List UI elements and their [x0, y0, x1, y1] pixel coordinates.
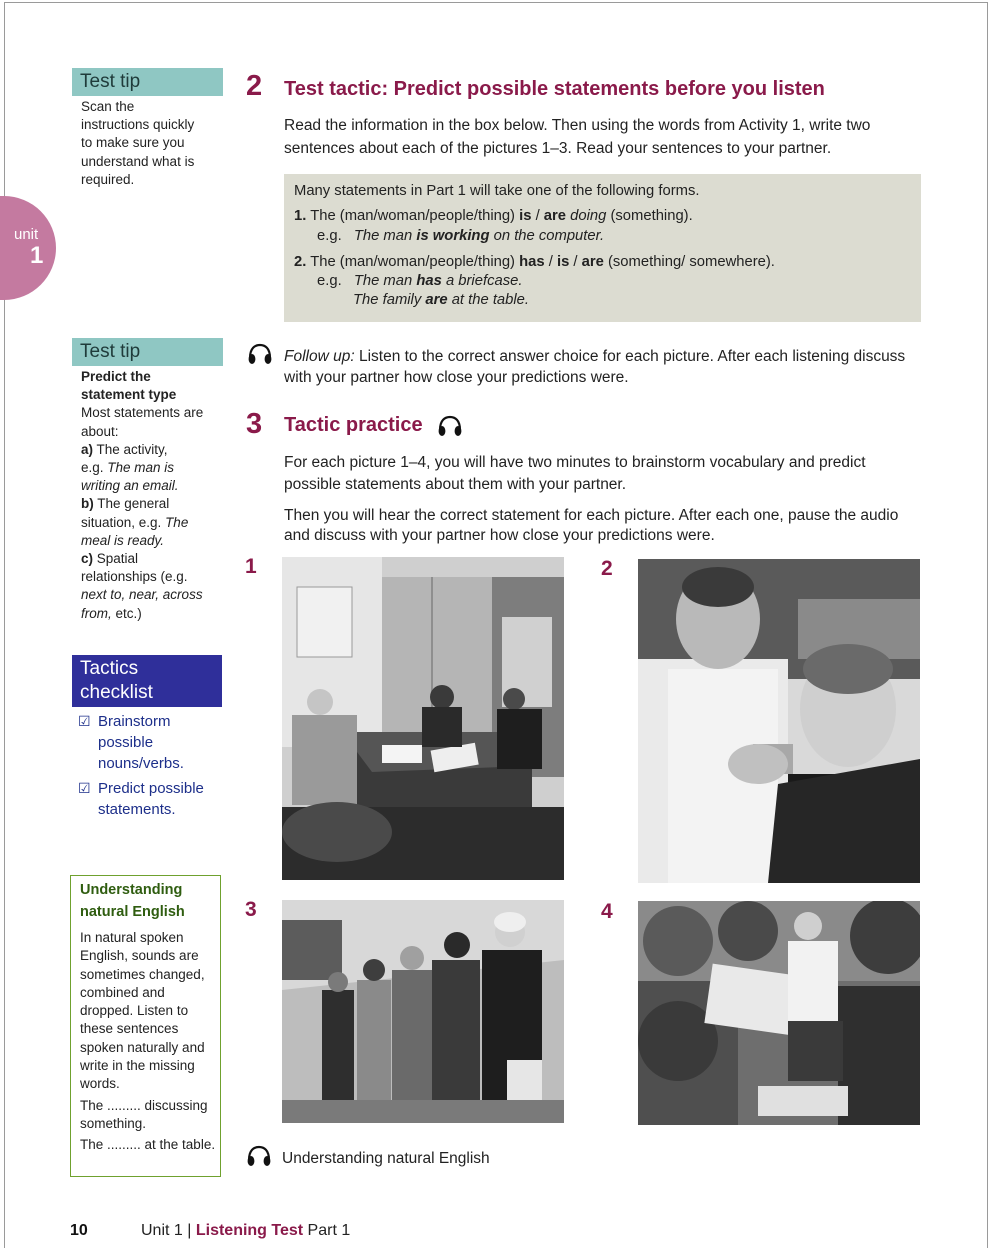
checklist-item — [78, 778, 218, 820]
info-text: / — [569, 254, 582, 270]
unit-tab-number: 1 — [30, 242, 44, 269]
tip-item-label: b) — [81, 496, 94, 512]
info-lead: Many statements in Part 1 will take one of the following forms. — [294, 183, 700, 199]
follow-up-body: Listen to the correct answer choice for each picture. After each listening discuss with your partner how close your predictions were. — [284, 348, 906, 386]
footer-unit: Unit 1 — [141, 1222, 183, 1239]
example-keyword: has — [416, 273, 442, 289]
tip-line: Most statements are — [81, 405, 204, 421]
test-tip-text-2 — [81, 368, 203, 623]
picture-number: 4 — [601, 900, 613, 923]
info-example-3 — [353, 290, 529, 310]
eg-label: e.g. — [317, 228, 342, 244]
photo-people-queue — [282, 900, 564, 1123]
checklist-heading-line: checklist — [80, 682, 153, 703]
info-keyword: are — [581, 254, 604, 270]
tip-item-text: e.g. — [81, 460, 108, 476]
practice-instructions: For each picture 1–4, you will have two minutes to brainstorm vocabulary and predict possible statements about them with your partner. — [284, 454, 866, 493]
footer-section: Listening Test — [195, 1222, 304, 1239]
tip-line: instructions quickly — [81, 117, 195, 133]
tip-item-example: next to, near, across — [81, 587, 203, 603]
checklist-heading-line: Tactics — [80, 658, 139, 679]
audio-label: Understanding natural English — [282, 1150, 490, 1167]
footer-part: Part 1 — [303, 1222, 351, 1239]
tip-item-text: The general — [93, 496, 170, 512]
info-keyword: is — [519, 208, 532, 224]
info-text: (something/ somewhere). — [603, 254, 775, 270]
info-keyword: is — [556, 254, 570, 270]
eg-label: e.g. — [317, 273, 342, 289]
tip-item-example: The — [165, 514, 189, 530]
example-text: The man — [353, 273, 417, 289]
tip-line: understand what is — [81, 153, 195, 169]
info-keyword: has — [519, 254, 545, 270]
info-text: / — [544, 254, 557, 270]
info-text: (something). — [606, 208, 693, 224]
info-item-number: 2. — [294, 254, 307, 270]
photo-man-reading-newspaper — [638, 901, 920, 1125]
tip-item-label: c) — [81, 551, 94, 567]
section-title: Test tactic: Predict possible statements before you listen — [284, 78, 825, 100]
example-text: The family — [353, 292, 426, 308]
test-tip-heading-2: Test tip — [72, 338, 223, 366]
checkbox-icon: ☑ — [78, 780, 91, 796]
example-text: The man — [353, 228, 417, 244]
section-title: Tactic practice — [284, 414, 423, 436]
test-tip-text — [81, 98, 194, 189]
example-text: at the table. — [447, 292, 530, 308]
info-text: The (man/woman/people/thing) — [310, 208, 520, 224]
checkbox-icon: ☑ — [78, 713, 91, 729]
picture-number: 3 — [245, 898, 257, 921]
info-item-2 — [294, 252, 775, 272]
test-tip-heading: Test tip — [72, 68, 223, 96]
info-item-1 — [294, 206, 693, 226]
picture-number: 1 — [245, 555, 257, 578]
info-text: / — [531, 208, 544, 224]
gap-sentence: The ......... discussing something. — [80, 1097, 208, 1131]
tactics-checklist-heading — [72, 655, 222, 707]
tip-item-example: The man is — [107, 460, 175, 476]
natural-english-paragraph: In natural spoken English, sounds are sometimes changed, combined and dropped. Listen to these sentences spoken naturally and write in the missing words. — [80, 930, 205, 1092]
info-keyword: doing — [570, 208, 607, 224]
headphones-icon[interactable] — [247, 343, 273, 365]
tip-item-text: etc.) — [111, 605, 142, 621]
photo-barber-haircut — [638, 559, 920, 883]
photo-office-meeting — [282, 557, 564, 880]
follow-up-label: Follow up: — [284, 348, 355, 365]
follow-up-text — [284, 346, 914, 388]
example-keyword: are — [425, 292, 448, 308]
tip-item-label: a) — [81, 441, 94, 457]
tip-item-text: situation, e.g. — [81, 514, 166, 530]
picture-number: 2 — [601, 557, 613, 580]
info-text: The (man/woman/people/thing) — [310, 254, 520, 270]
checklist-item — [78, 711, 218, 774]
tip-line: required. — [81, 171, 135, 187]
tip-bold-line: Predict the — [81, 369, 151, 384]
gap-sentence: The ......... at the table. — [80, 1137, 216, 1153]
example-keyword: is working — [416, 228, 490, 244]
footer-text — [141, 1222, 350, 1240]
tip-item-text: The activity, — [93, 441, 168, 457]
checklist-item-text: Predict possible statements. — [98, 780, 204, 818]
info-keyword: are — [543, 208, 567, 224]
headphones-icon[interactable] — [246, 1145, 272, 1167]
tip-line: Scan the — [81, 99, 135, 114]
natural-english-title: Understanding natural English — [80, 882, 185, 920]
section-number: 2 — [246, 70, 263, 102]
footer-separator: | — [182, 1222, 196, 1239]
checklist-item-text: Brainstorm possible nouns/verbs. — [98, 713, 184, 772]
info-example-1 — [317, 226, 604, 246]
tip-item-example: writing an email. — [81, 478, 179, 494]
unit-tab-label: unit — [14, 226, 39, 243]
tip-line: about: — [81, 423, 119, 439]
section-number: 3 — [246, 408, 263, 440]
tip-item-text: relationships (e.g. — [81, 569, 188, 585]
tip-item-example: from, — [81, 605, 112, 621]
natural-english-text — [80, 929, 218, 1158]
tip-line: to make sure you — [81, 135, 185, 151]
tip-bold-line: statement type — [81, 387, 177, 403]
example-text: a briefcase. — [441, 273, 523, 289]
section-instructions: Read the information in the box below. Then using the words from Activity 1, write two sentences about each of the pictures 1–3. Read your sentences to your partner. — [284, 117, 871, 157]
tip-item-text: Spatial — [93, 551, 139, 567]
tip-item-example: meal is ready. — [81, 532, 165, 548]
practice-instructions: Then you will hear the correct statement for each picture. After each one, pause the audio and discuss with your partner how close your predictions were. — [284, 507, 899, 544]
example-text: on the computer. — [489, 228, 605, 244]
headphones-icon[interactable] — [437, 415, 463, 437]
info-example-2 — [317, 271, 522, 291]
info-item-number: 1. — [294, 208, 307, 224]
page-number: 10 — [70, 1222, 88, 1239]
